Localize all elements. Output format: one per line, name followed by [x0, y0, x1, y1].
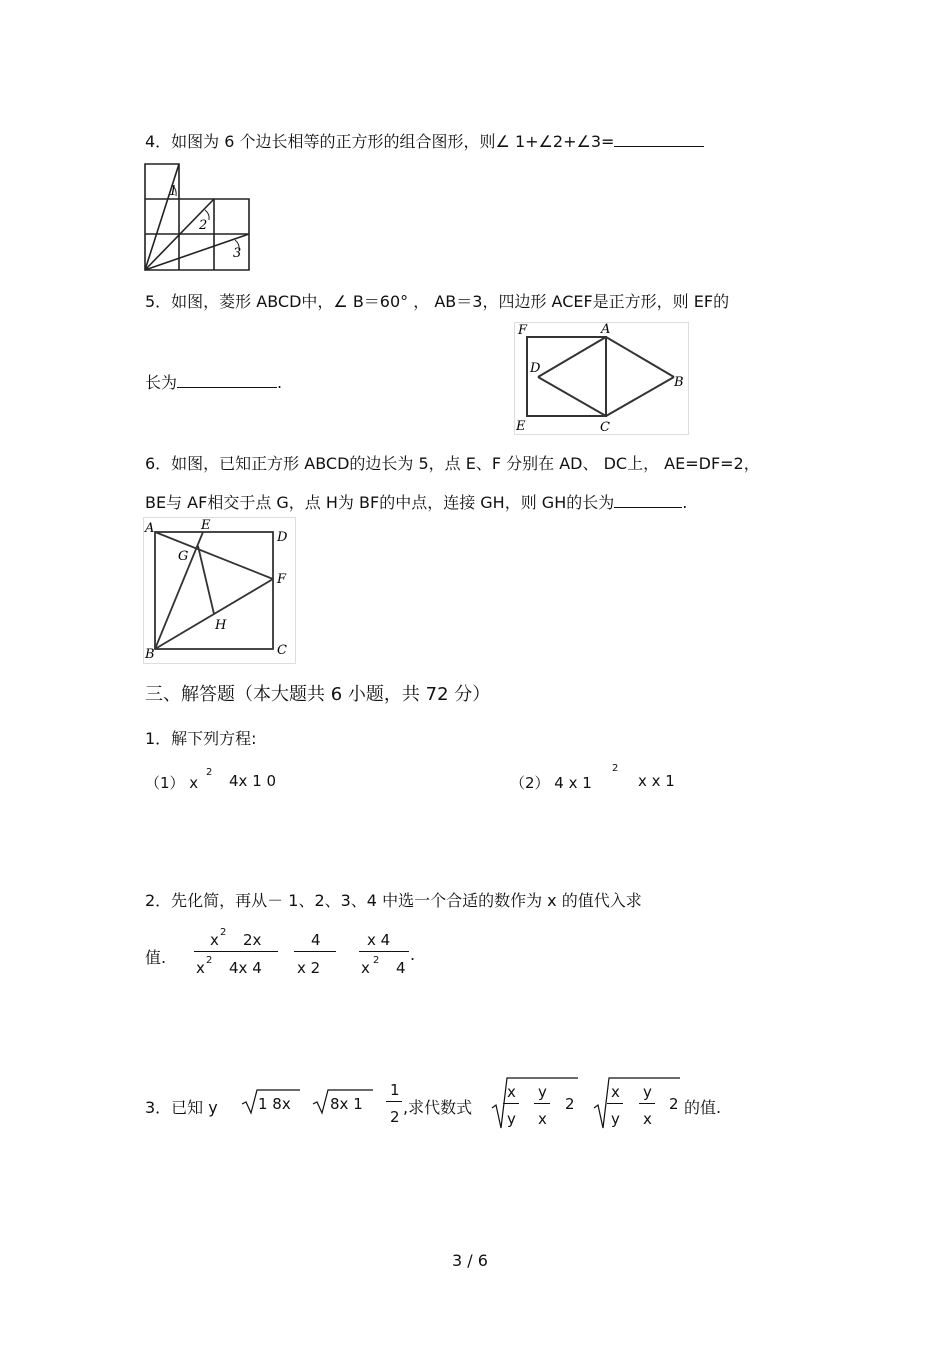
p1-part1-exp: 2 — [206, 767, 213, 778]
q5-line2 — [145, 370, 282, 393]
p2-f3-den-exp: 2 — [373, 955, 380, 966]
p2-f1-num: x — [210, 931, 219, 949]
q6-line2 — [145, 490, 687, 513]
q5-label-F: F — [518, 323, 528, 338]
q4-figure — [143, 162, 251, 274]
p2-f2-num: 4 — [311, 931, 321, 949]
p1-part1-rest: 4x 1 0 — [229, 772, 277, 790]
p3-b-num: y — [538, 1083, 547, 1101]
p2-f1-bar — [194, 951, 278, 952]
p2-f1-den: x — [196, 959, 205, 977]
q6-answer-blank[interactable] — [614, 491, 682, 508]
p2-f1-den-rest: 4x 4 — [229, 959, 262, 977]
page-number: 3 / 6 — [452, 1251, 488, 1270]
p2-f1-den-exp: 2 — [206, 955, 213, 966]
p1-part2-exp: 2 — [612, 763, 619, 774]
p2-line1: 2．先化简，再从－ 1、2、3、4 中选一个合适的数作为 x 的值代入求 — [145, 891, 642, 910]
q5-figure — [514, 322, 689, 435]
q4-text — [145, 129, 704, 152]
p1-part2-rest: x x 1 — [638, 772, 675, 790]
p3-half-bar — [386, 1101, 402, 1102]
p3-r1: 1 8x — [258, 1095, 291, 1113]
p3-two-b: 2 — [669, 1095, 679, 1113]
p1-part1-lead: （1） x — [145, 774, 199, 792]
p2-f3-num: x 4 — [367, 931, 391, 949]
q4-label-3: 3 — [233, 246, 242, 261]
p3-c-num: x — [611, 1083, 620, 1101]
q4-label-2: 2 — [199, 218, 208, 233]
q4-label-1: 1 — [169, 184, 178, 199]
p3-end: 的值. — [684, 1098, 722, 1117]
q4-answer-blank[interactable] — [614, 130, 704, 147]
q5-label-D: D — [530, 361, 541, 376]
p2-f1-num-rest: 2x — [243, 931, 262, 949]
p3-d-bar — [639, 1103, 655, 1104]
p2-f2-bar — [294, 951, 336, 952]
section3-title: 三、解答题（本大题共 6 小题，共 72 分） — [145, 684, 491, 705]
q6-label-D: D — [277, 530, 288, 545]
q5-label-C: C — [600, 420, 610, 435]
q6-label-E: E — [201, 518, 211, 533]
q6-line2-end: . — [682, 493, 688, 512]
q5-line1: 5．如图，菱形 ABCD中，∠ B＝60° ， AB＝3，四边形 ACEF是正方形，则 EF的 — [145, 292, 730, 311]
p3-lead: 3．已知 y — [145, 1098, 218, 1117]
q6-figure — [143, 517, 296, 664]
q6-line2-text: BE与 AF相交于点 G，点 H为 BF的中点，连接 GH，则 GH的长为 — [145, 493, 615, 512]
p3-two-a: 2 — [565, 1095, 575, 1113]
p2-f2-den: x 2 — [297, 959, 321, 977]
p1-part1 — [145, 772, 198, 793]
p2-end: . — [410, 945, 416, 964]
p3-r2: 8x 1 — [330, 1095, 363, 1113]
q6-label-A: A — [145, 521, 155, 536]
q5-label-A: A — [601, 322, 611, 337]
p3-b-bar — [534, 1103, 550, 1104]
q6-label-B: B — [145, 647, 155, 662]
p3-d-num: y — [643, 1083, 652, 1101]
p3-half-den: 2 — [390, 1108, 400, 1126]
q6-line1: 6．如图，已知正方形 ABCD的边长为 5，点 E、F 分别在 AD、 DC上， AE=DF=2， — [145, 454, 760, 473]
q6-label-G: G — [178, 549, 189, 564]
q5-line2-text: 长为 — [145, 373, 178, 392]
p3-b-den: x — [538, 1110, 547, 1128]
q5-line2-end: . — [277, 373, 283, 392]
p1-title: 1．解下列方程: — [145, 729, 257, 748]
p2-f1-num-exp: 2 — [220, 927, 227, 938]
q5-label-E: E — [516, 419, 526, 434]
p3-a-bar — [503, 1103, 519, 1104]
p3-mid: ,求代数式 — [403, 1098, 473, 1117]
q6-label-C: C — [277, 643, 287, 658]
p1-part2: （2） 4 x 1 — [510, 774, 592, 792]
p3-half-num: 1 — [390, 1081, 400, 1099]
q6-label-H: H — [215, 618, 227, 633]
q5-answer-blank[interactable] — [177, 371, 277, 388]
q4-stem: 4．如图为 6 个边长相等的正方形的组合图形，则∠ 1+∠2+∠3= — [145, 132, 615, 151]
p2-f3-den-rest: 4 — [396, 959, 406, 977]
p2-line2: 值. — [145, 948, 167, 967]
p3-a-den: y — [507, 1110, 516, 1128]
q6-label-F: F — [277, 572, 287, 587]
p3-c-bar — [607, 1103, 623, 1104]
q5-label-B: B — [674, 375, 684, 390]
p2-f3-den: x — [361, 959, 370, 977]
p2-f3-bar — [359, 951, 409, 952]
p3-a-num: x — [507, 1083, 516, 1101]
p3-d-den: x — [643, 1110, 652, 1128]
p3-c-den: y — [611, 1110, 620, 1128]
